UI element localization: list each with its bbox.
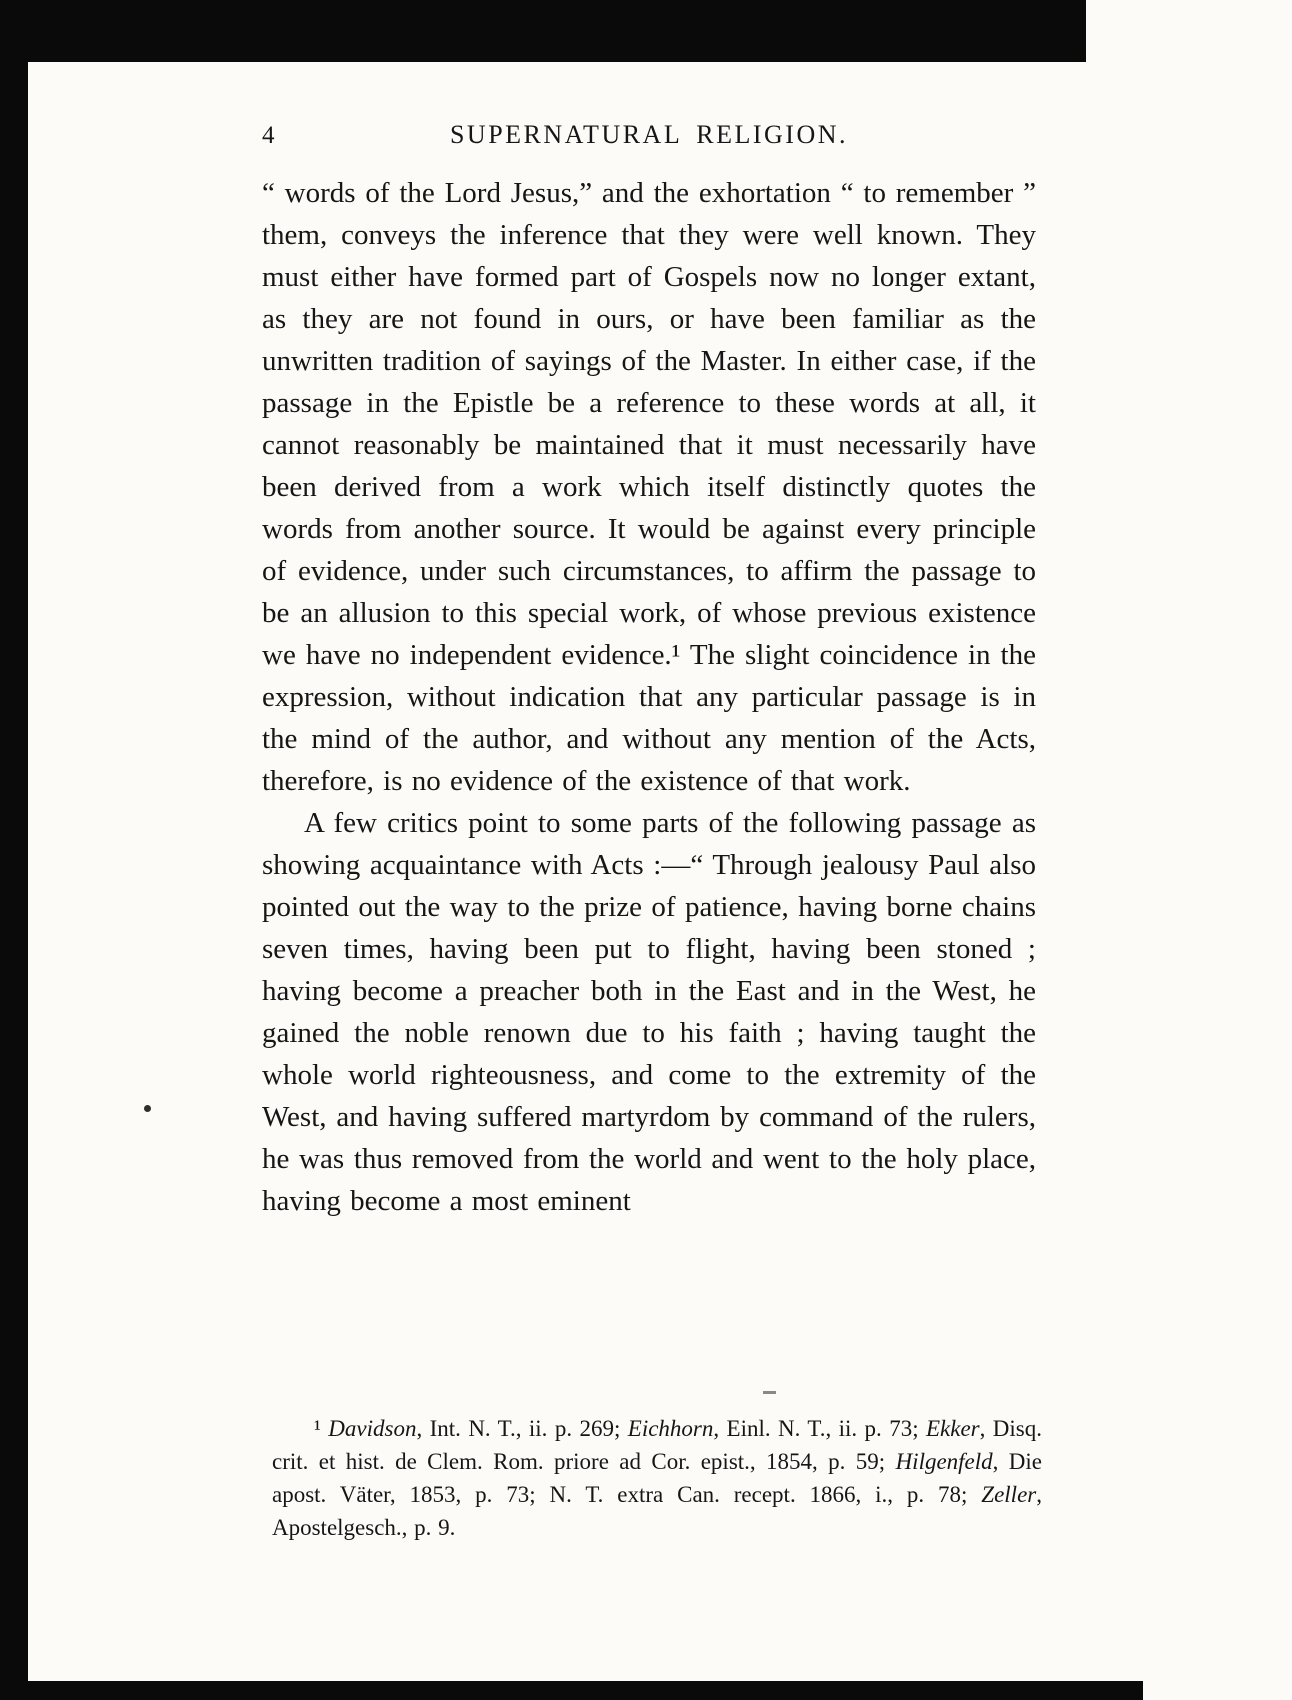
scan-speck (144, 1105, 151, 1112)
scan-border-top (0, 0, 1086, 62)
page-header (262, 120, 1036, 154)
scan-border-bottom (0, 1681, 1143, 1700)
paragraph-2: A few critics point to some parts of the following passage as showing acquaintance with Acts :—“ Through jealousy Paul also pointed out the way to the prize of patience, having borne chains seven times, having been put to flight, having been stoned ; having become a preacher both in the East and in the West, he gained the noble renown due to his faith ; having taught the whole world righteousness, and come to the extremity of the West, and having suffered martyrdom by command of the rulers, he was thus removed from the world and went to the holy place, having become a most eminent (262, 807, 1036, 1217)
running-header: SUPERNATURAL RELIGION. (449, 120, 849, 149)
body-text (262, 172, 1036, 1222)
scan-mark (763, 1391, 776, 1394)
paragraph-1: “ words of the Lord Jesus,” and the exhortation “ to remember ” them, conveys the inference that they were well known. They must either have formed part of Gospels now no longer extant, as they are not found in ours, or have been familiar as the unwritten tradition of sayings of the Master. In either case, if the passage in the Epistle be a reference to these words at all, it cannot reasonably be maintained that it must necessarily have been derived from a work which itself distinctly quotes the words from another source. It would be against every principle of evidence, under such circumstances, to affirm the passage to be an allusion to this special work, of whose previous existence we have no independent evidence.¹ The slight coincidence in the expression, without indication that any particular passage is in the mind of the author, and without any mention of the Acts, therefore, is no evidence of the existence of that work. (262, 177, 1036, 797)
page-number: 4 (262, 122, 276, 149)
footnote: ¹ Davidson, Int. N. T., ii. p. 269; Eichhorn, Einl. N. T., ii. p. 73; Ekker, Disq. crit. et hist. de Clem. Rom. priore ad Cor. epist., 1854, p. 59; Hilgenfeld, Die apost. Väter, 1853, p. 73; N. T. extra Can. recept. 1866, i., p. 78; Zeller, Apostelgesch., p. 9. (272, 1416, 1042, 1540)
scan-border-left (0, 0, 28, 1700)
